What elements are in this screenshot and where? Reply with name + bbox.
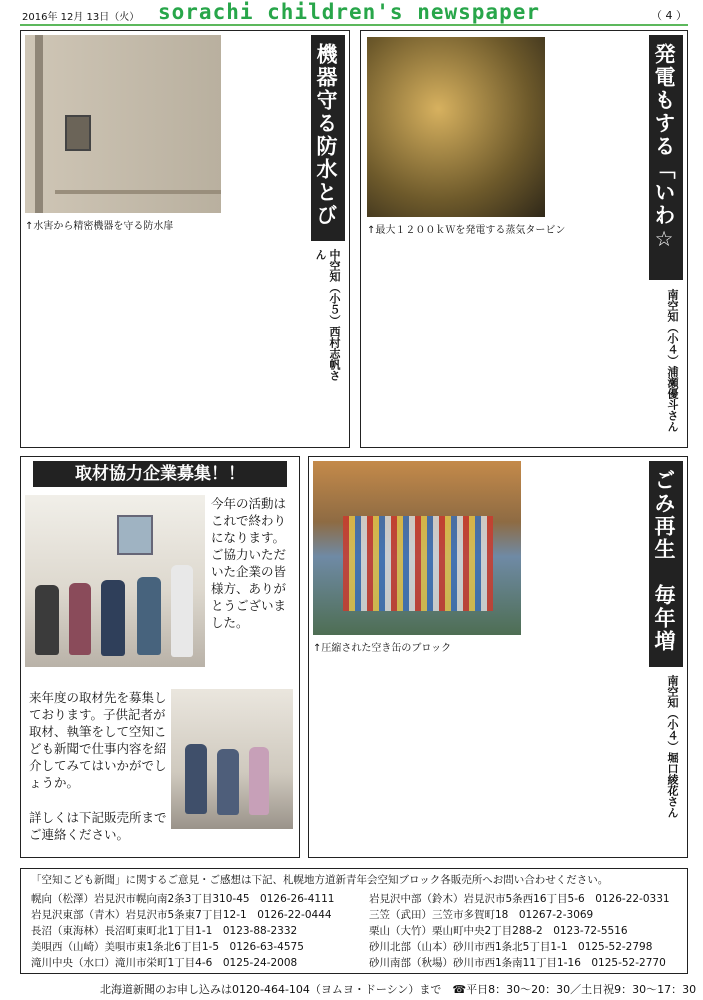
office-entry: 幌向（松澤）岩見沢市幌向南2条3丁目310-45 0126-26-4111 (31, 893, 335, 905)
recruit-title: 取材協力企業募集！！ (33, 461, 287, 487)
child-figure (249, 747, 269, 815)
turbine-photo (367, 37, 545, 217)
office-entry: 岩見沢中部（鈴木）岩見沢市5条西16丁目5-6 0126-22-0331 (369, 893, 670, 905)
article-waterproof-door (20, 30, 350, 448)
reporters-photo (171, 689, 293, 829)
issue-date: 2016年 12月 13日（火） (22, 12, 140, 23)
child-figure (137, 577, 161, 655)
recruit-contact-text: 詳しくは下記販売所までご連絡ください。 (29, 810, 167, 842)
article-body-top (525, 465, 645, 653)
article-body-bottom (27, 243, 305, 439)
child-figure (69, 583, 91, 655)
author-name: 浦瀬優斗さん (666, 366, 679, 432)
recruit-request-text: 来年度の取材先を募集しております。子供記者が取材、執筆をして空知こども新聞で仕事内容を紹介してみてはいかがでしょうか。 (29, 690, 167, 790)
can-blocks-photo (313, 461, 521, 635)
article-garbage-recycling (308, 456, 688, 858)
author-label: 中空知（小５） (328, 249, 341, 326)
author-label: 南空知（小４） (666, 289, 679, 366)
child-figure (35, 585, 59, 655)
wall-edge (35, 35, 43, 213)
subscription-footer: 北海道新聞のお申し込みは0120-464-104（ヨムヨ・ドーシン）まで ☎平日8：30〜20：30／土日祝9：30〜17：30 (100, 983, 697, 996)
article-body-bottom (367, 243, 643, 439)
office-entry: 岩見沢東部（青木）岩見沢市5条東7丁目12-1 0126-22-0444 (31, 909, 332, 921)
door-handle (65, 115, 91, 151)
children-visit-photo (25, 495, 205, 667)
author-label: 南空知（小４） (666, 675, 679, 752)
article-title: ごみ再生 毎年増え… (649, 461, 683, 667)
compressed-cans (343, 516, 493, 611)
contact-intro: 「空知こども新聞」に関するご意見・ご感想は下記、札幌地方道新青年会空知ブロック各販売所へお問い合わせください。 (31, 874, 609, 886)
newspaper-title: sorachi children's newspaper (158, 0, 541, 24)
body-paragraph (626, 663, 645, 851)
office-entry: 栗山（大竹）栗山町中央2丁目288-2 0123-72-5516 (369, 925, 628, 937)
author-byline (313, 249, 341, 389)
author-name: 堀口綾花さん (666, 752, 679, 818)
body-paragraph (626, 465, 645, 653)
photo-caption: ↑圧縮された空き缶のブロック (313, 643, 452, 654)
office-entry: 美唄西（山崎）美唄市東1条北6丁目1-5 0126-63-4575 (31, 941, 304, 953)
author-byline (665, 675, 679, 825)
door-photo (25, 35, 221, 213)
sales-office-box (20, 868, 688, 974)
office-entry: 砂川北部（山本）砂川市西1条北5丁目1-1 0125-52-2798 (369, 941, 653, 953)
office-entry: 三笠（武田）三笠市多賀町18 01267-2-3069 (369, 909, 594, 921)
office-entry: 長沼（東海林）長沼町東町北1丁目1-1 0123-88-2332 (31, 925, 298, 937)
body-paragraph (288, 39, 307, 225)
photo-caption: ↑最大１２００ｋＷを発電する蒸気タービン (367, 225, 566, 236)
body-paragraph (624, 39, 643, 234)
author-name: 西村志帆さん (314, 249, 341, 381)
photo-caption: ↑水害から精密機器を守る防水扉 (25, 221, 174, 232)
office-entry: 砂川南部（秋場）砂川市西1条南11丁目1-16 0125-52-2770 (369, 957, 666, 969)
article-body-top (227, 39, 307, 225)
article-title: 機器守る防水とびら (311, 35, 345, 241)
article-body-bottom (315, 663, 645, 851)
office-entry: 滝川中央（水口）滝川市栄町1丁目4-6 0125-24-2008 (31, 957, 298, 969)
child-figure (185, 744, 207, 814)
article-body-top (551, 39, 643, 234)
article-power-generation (360, 30, 688, 448)
recruit-box (20, 456, 300, 858)
header-rule (20, 24, 688, 26)
poster (117, 515, 153, 555)
recruit-thanks-text: 今年の活動はこれで終わりになります。ご協力いただいた企業の皆様方、ありがとうございました。 (211, 496, 287, 630)
child-figure (101, 580, 125, 656)
staff-figure (171, 565, 193, 657)
body-paragraph (286, 243, 305, 439)
body-paragraph (624, 243, 643, 439)
article-title: 発電もする「いわ☆ぴか」 (649, 35, 683, 280)
handrail (55, 190, 221, 194)
page-number: （ 4 ） (651, 9, 687, 22)
author-byline (665, 289, 679, 439)
child-figure (217, 749, 239, 815)
